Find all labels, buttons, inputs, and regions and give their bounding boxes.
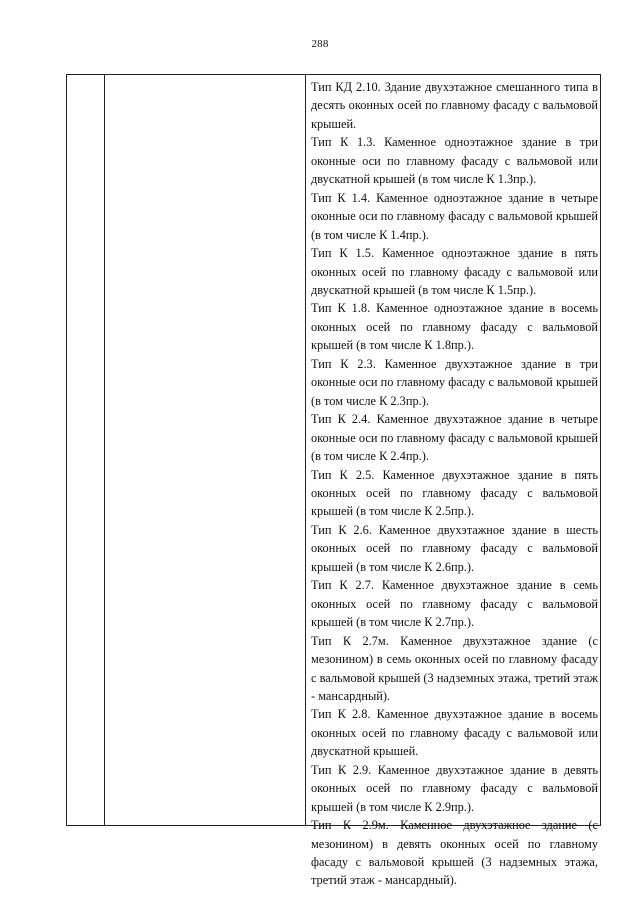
building-type-entry: Тип К 2.7м. Каменное двухэтажное здание (с мезонином) в семь оконных осей по главному фасаду с вальмовой крышей (3 надземных этажа, третий этаж - мансардный). bbox=[311, 633, 598, 703]
building-type-entry: Тип К 2.9м. Каменное двухэтажное здание (с мезонином) в девять оконных осей по главному фасаду с вальмовой крышей (3 надземных этажа, третий этаж - мансардный). bbox=[311, 818, 598, 888]
building-type-entry: Тип К 1.8. Каменное одноэтажное здание в восемь оконных осей по главному фасаду с вальмовой крышей (в том числе К 1.8пр.). bbox=[311, 301, 598, 353]
building-type-list bbox=[311, 78, 598, 890]
building-type-entry: Тип К 2.9. Каменное двухэтажное здание в девять оконных осей по главному фасаду с вальмовой крышей (в том числе К 2.9пр.). bbox=[311, 762, 598, 814]
building-type-entry: Тип КД 2.10. Здание двухэтажное смешанного типа в десять оконных осей по главному фасаду с вальмовой крышей. bbox=[311, 80, 598, 131]
table-column-divider-1 bbox=[104, 75, 105, 825]
building-type-entry: Тип К 2.5. Каменное двухэтажное здание в пять оконных осей по главному фасаду с вальмовой крышей (в том числе К 2.5пр.). bbox=[311, 467, 598, 519]
building-type-entry: Тип К 2.6. Каменное двухэтажное здание в шесть оконных осей по главному фасаду с вальмовой крышей (в том числе К 2.6пр.). bbox=[311, 522, 598, 574]
page-number: 288 bbox=[311, 38, 329, 50]
building-type-entry: Тип К 1.3. Каменное одноэтажное здание в три оконные оси по главному фасаду с вальмовой или двускатной крышей (в том числе К 1.3пр.). bbox=[311, 135, 598, 187]
building-type-entry: Тип К 2.7. Каменное двухэтажное здание в семь оконных осей по главному фасаду с вальмовой крышей (в том числе К 2.7пр.). bbox=[311, 578, 598, 630]
building-type-entry: Тип К 2.4. Каменное двухэтажное здание в четыре оконные оси по главному фасаду с вальмовой крышей (в том числе К 2.4пр.). bbox=[311, 412, 598, 464]
building-type-entry: Тип К 1.4. Каменное одноэтажное здание в четыре оконные оси по главному фасаду с вальмовой крышей (в том числе К 1.4пр.). bbox=[311, 190, 598, 242]
table-column-divider-2 bbox=[305, 75, 306, 825]
building-type-entry: Тип К 2.3. Каменное двухэтажное здание в три оконные оси по главному фасаду с вальмовой крышей (в том числе К 2.3пр.). bbox=[311, 356, 598, 408]
building-type-entry: Тип К 1.5. Каменное одноэтажное здание в пять оконных осей по главному фасаду с вальмовой или двускатной крышей (в том числе К 1.5пр.). bbox=[311, 246, 598, 297]
building-type-entry: Тип К 2.8. Каменное двухэтажное здание в восемь оконных осей по главному фасаду с вальмовой или двускатной крышей. bbox=[311, 707, 598, 759]
document-table bbox=[66, 74, 601, 888]
